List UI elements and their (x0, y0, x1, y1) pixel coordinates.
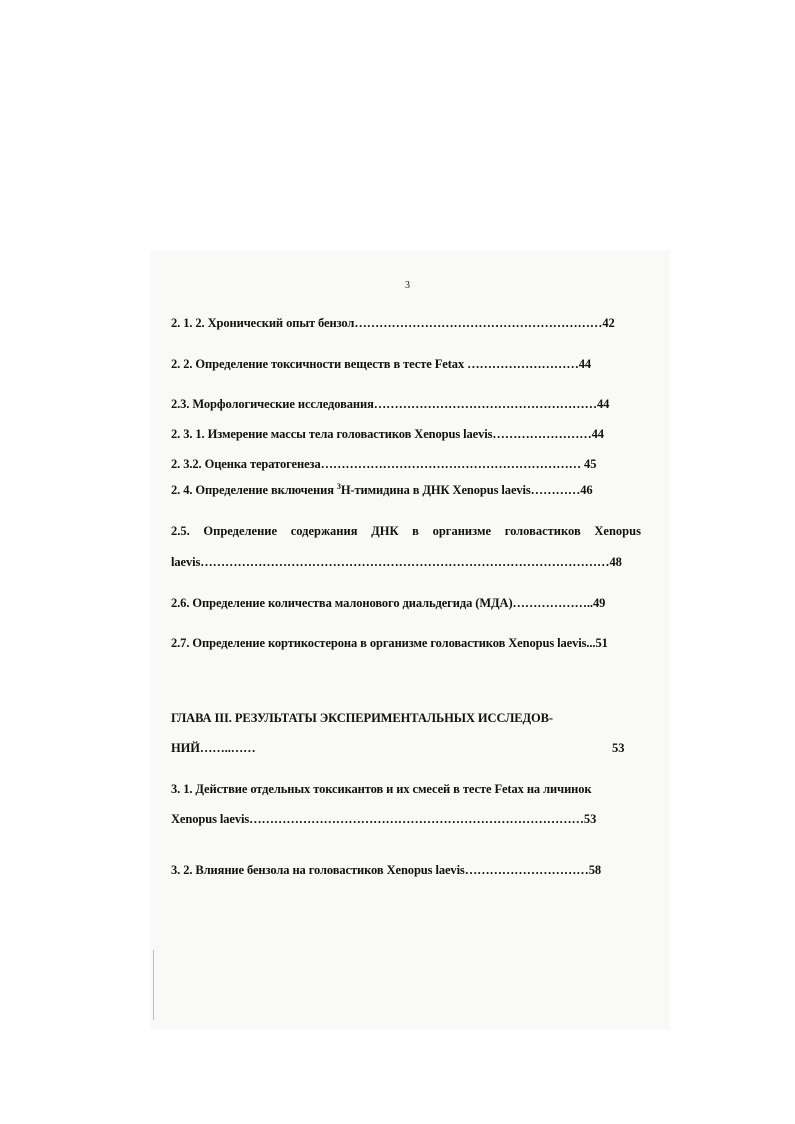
toc-word: содержания (290, 524, 358, 538)
toc-entry-2-4 (171, 482, 593, 498)
toc-entry-3-2: 3. 2. Влияние бензола на головастиков Xenopus laevis…………………………58 (171, 863, 602, 877)
toc-word: 2.5. (171, 524, 190, 538)
toc-word: в (412, 524, 419, 538)
toc-entry-2-7: 2.7. Определение кортикостерона в организме головастиков Xenopus laevis...51 (171, 636, 608, 650)
toc-entry-2-3: 2.3. Морфологические исследования………………………………………………44 (171, 397, 610, 411)
toc-entry-2-5-cont: laevis………………………………………………………………………………………48 (171, 555, 622, 569)
toc-entry-3-1: 3. 1. Действие отдельных токсикантов и их смесей в тесте Fetax на личинок (171, 782, 592, 796)
toc-entry-2-2: 2. 2. Определение токсичности веществ в тесте Fetax ………………………44 (171, 357, 592, 371)
toc-word: головастиков (504, 524, 581, 538)
toc-entry-2-3-1: 2. 3. 1. Измерение массы тела головастиков Xenopus laevis……………………44 (171, 427, 604, 441)
chapter-3-page: 53 (612, 741, 625, 755)
toc-word: Xenopus (594, 524, 641, 538)
page-number: 3 (405, 280, 410, 291)
toc-entry-2-5 (171, 524, 641, 539)
toc-word: ДНК (371, 524, 399, 538)
toc-entry-2-4-text-end: Н-тимидина в ДНК Xenopus laevis…………46 (340, 483, 593, 498)
toc-entry-2-3-2: 2. 3.2. Оценка тератогенеза……………………………………………………… 45 (171, 457, 597, 471)
toc-entry-2-4-text: 2. 4. Определение включения (171, 483, 337, 498)
toc-entry-2-1-2: 2. 1. 2. Хронический опыт бензол……………………………………………………42 (171, 316, 615, 330)
chapter-3-title: ГЛАВА III. РЕЗУЛЬТАТЫ ЭКСПЕРИМЕНТАЛЬНЫХ ИССЛЕДОВ- (171, 711, 553, 725)
toc-entry-2-6: 2.6. Определение количества малонового диальдегида (МДА)………………..49 (171, 596, 606, 610)
toc-word: организме (432, 524, 492, 538)
scan-edge-line (153, 950, 154, 1020)
superscript: 3 (336, 482, 341, 491)
toc-entry-3-1-cont: Xenopus laevis………………………………………………………………………53 (171, 812, 597, 826)
chapter-3-title-cont: НИЙ……..…… (171, 741, 256, 755)
toc-word: Определение (203, 524, 278, 538)
